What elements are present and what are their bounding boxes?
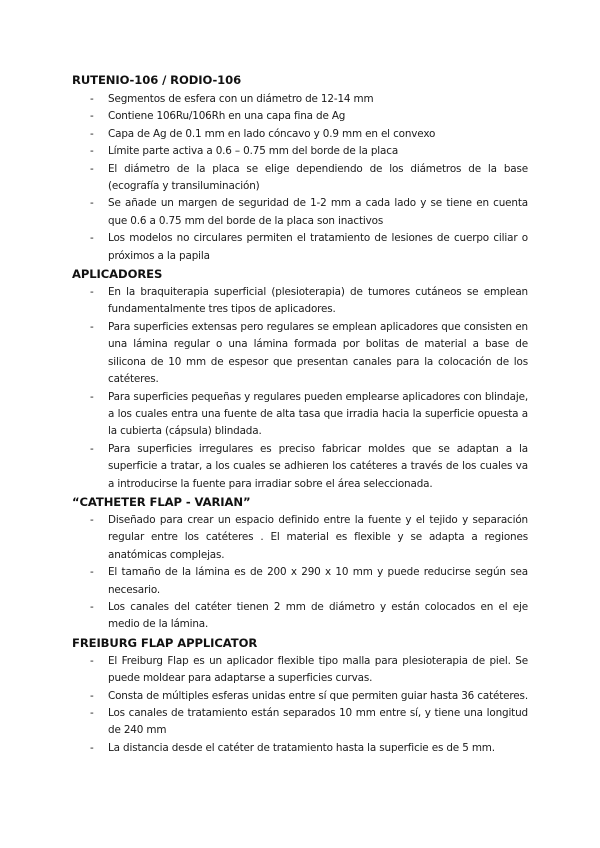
- list-item: [72, 230, 528, 265]
- bullet-dash-icon: -: [90, 566, 94, 579]
- list-item-text: Para superficies extensas pero regulares se emplean aplicadores que consisten en una lámina regular o una lámina formada por bolitas de material a base de silicona de 10 mm de espesor que presentan canales para la colocación de los catéteres.: [108, 320, 528, 386]
- list-item-text: Para superficies irregulares es preciso fabricar moldes que se adaptan a la superficie a tratar, a los cuales se adhieren los catéteres a través de los cuales va a introducirse la fuente para irradiar sobre el área seleccionada.: [108, 442, 528, 490]
- bullet-dash-icon: -: [90, 513, 94, 526]
- list-item-text: Los canales de tratamiento están separados 10 mm entre sí, y tiene una longitud de 240 mm: [108, 707, 528, 737]
- list-item-text: Contiene 106Ru/106Rh en una capa fina de Ag: [108, 110, 346, 123]
- section-aplicadores: [72, 265, 528, 493]
- list-item-text: Se añade un margen de seguridad de 1-2 mm a cada lado y se tiene en cuenta que 0.6 a 0.75 mm del borde de la placa son inactivos: [108, 197, 528, 227]
- bullet-dash-icon: -: [90, 232, 94, 245]
- document-content: [72, 71, 528, 757]
- list-item: [72, 705, 528, 740]
- list-item-text: Límite parte activa a 0.6 – 0.75 mm del borde de la placa: [108, 145, 399, 158]
- list-item: [72, 688, 528, 705]
- list-item: [72, 441, 528, 493]
- section-title: FREIBURG FLAP APPLICATOR: [72, 635, 258, 650]
- section-bullet-list: [72, 284, 528, 493]
- list-item-text: Consta de múltiples esferas unidas entre sí que permiten guiar hasta 36 catéteres.: [108, 689, 528, 702]
- section-title: APLICADORES: [72, 267, 163, 282]
- section-bullet-list: [72, 91, 528, 265]
- list-item-text: Los canales del catéter tienen 2 mm de diámetro y están colocados en el eje medio de la lámina.: [108, 600, 528, 631]
- list-item-text: La distancia desde el catéter de tratamiento hasta la superficie es de 5 mm.: [108, 741, 495, 754]
- bullet-dash-icon: -: [90, 110, 94, 123]
- list-item-text: Capa de Ag de 0.1 mm en lado cóncavo y 0.9 mm en el convexo: [108, 127, 436, 140]
- bullet-dash-icon: -: [90, 286, 94, 299]
- bullet-dash-icon: -: [90, 127, 94, 140]
- list-item: [72, 599, 528, 634]
- list-item-text: El tamaño de la lámina es de 200 x 290 x 10 mm y puede reducirse según sea necesario.: [108, 566, 528, 596]
- list-item: [72, 284, 528, 319]
- list-item-text: Para superficies pequeñas y regulares pueden emplearse aplicadores con blindaje, a los cuales entra una fuente de alta tasa que irradia hacia la superficie opuesta a la cubierta (cápsula) blindada.: [108, 390, 528, 438]
- section-bullet-list: [72, 512, 528, 634]
- list-item-text: Segmentos de esfera con un diámetro de 12-14 mm: [108, 93, 374, 105]
- section-title: RUTENIO-106 / RODIO-106: [72, 73, 242, 87]
- list-item: [72, 195, 528, 230]
- list-item-text: El diámetro de la placa se elige dependiendo de los diámetros de la base (ecografía y transiluminación): [108, 162, 528, 193]
- section-freiburg-flap: [72, 634, 528, 757]
- bullet-dash-icon: -: [90, 390, 94, 403]
- list-item-text: El Freiburg Flap es un aplicador flexible tipo malla para plesioterapia de piel. Se puede moldear para adaptarse a superficies curvas.: [108, 654, 528, 685]
- list-item: [72, 161, 528, 196]
- bullet-dash-icon: -: [90, 93, 94, 105]
- bullet-dash-icon: -: [90, 197, 94, 210]
- bullet-dash-icon: -: [90, 442, 94, 455]
- bullet-dash-icon: -: [90, 145, 94, 158]
- list-item: [72, 389, 528, 441]
- section-bullet-list: [72, 653, 528, 757]
- bullet-dash-icon: -: [90, 654, 94, 667]
- list-item-text: En la braquiterapia superficial (plesioterapia) de tumores cutáneos se emplean fundamentalmente tres tipos de aplicadores.: [108, 286, 528, 316]
- section-rutenio: [72, 71, 528, 265]
- list-item-text: Diseñado para crear un espacio definido entre la fuente y el tejido y separación regular entre los catéteres . El material es flexible y se adapta a regiones anatómicas complejas.: [108, 513, 528, 561]
- list-item: [72, 108, 528, 125]
- section-catheter-flap: [72, 493, 528, 634]
- list-item: [72, 143, 528, 160]
- list-item: [72, 564, 528, 599]
- list-item: [72, 91, 528, 108]
- list-item: [72, 653, 528, 688]
- bullet-dash-icon: -: [90, 162, 94, 175]
- section-title: “CATHETER FLAP - VARIAN”: [72, 494, 251, 509]
- bullet-dash-icon: -: [90, 689, 94, 702]
- list-item: [72, 319, 528, 389]
- bullet-dash-icon: -: [90, 600, 94, 613]
- list-item: [72, 740, 528, 757]
- list-item: [72, 512, 528, 564]
- list-item-text: Los modelos no circulares permiten el tratamiento de lesiones de cuerpo ciliar o próximos a la papila: [108, 232, 528, 262]
- bullet-dash-icon: -: [90, 707, 94, 719]
- list-item: [72, 126, 528, 143]
- bullet-dash-icon: -: [90, 320, 94, 333]
- bullet-dash-icon: -: [90, 741, 94, 754]
